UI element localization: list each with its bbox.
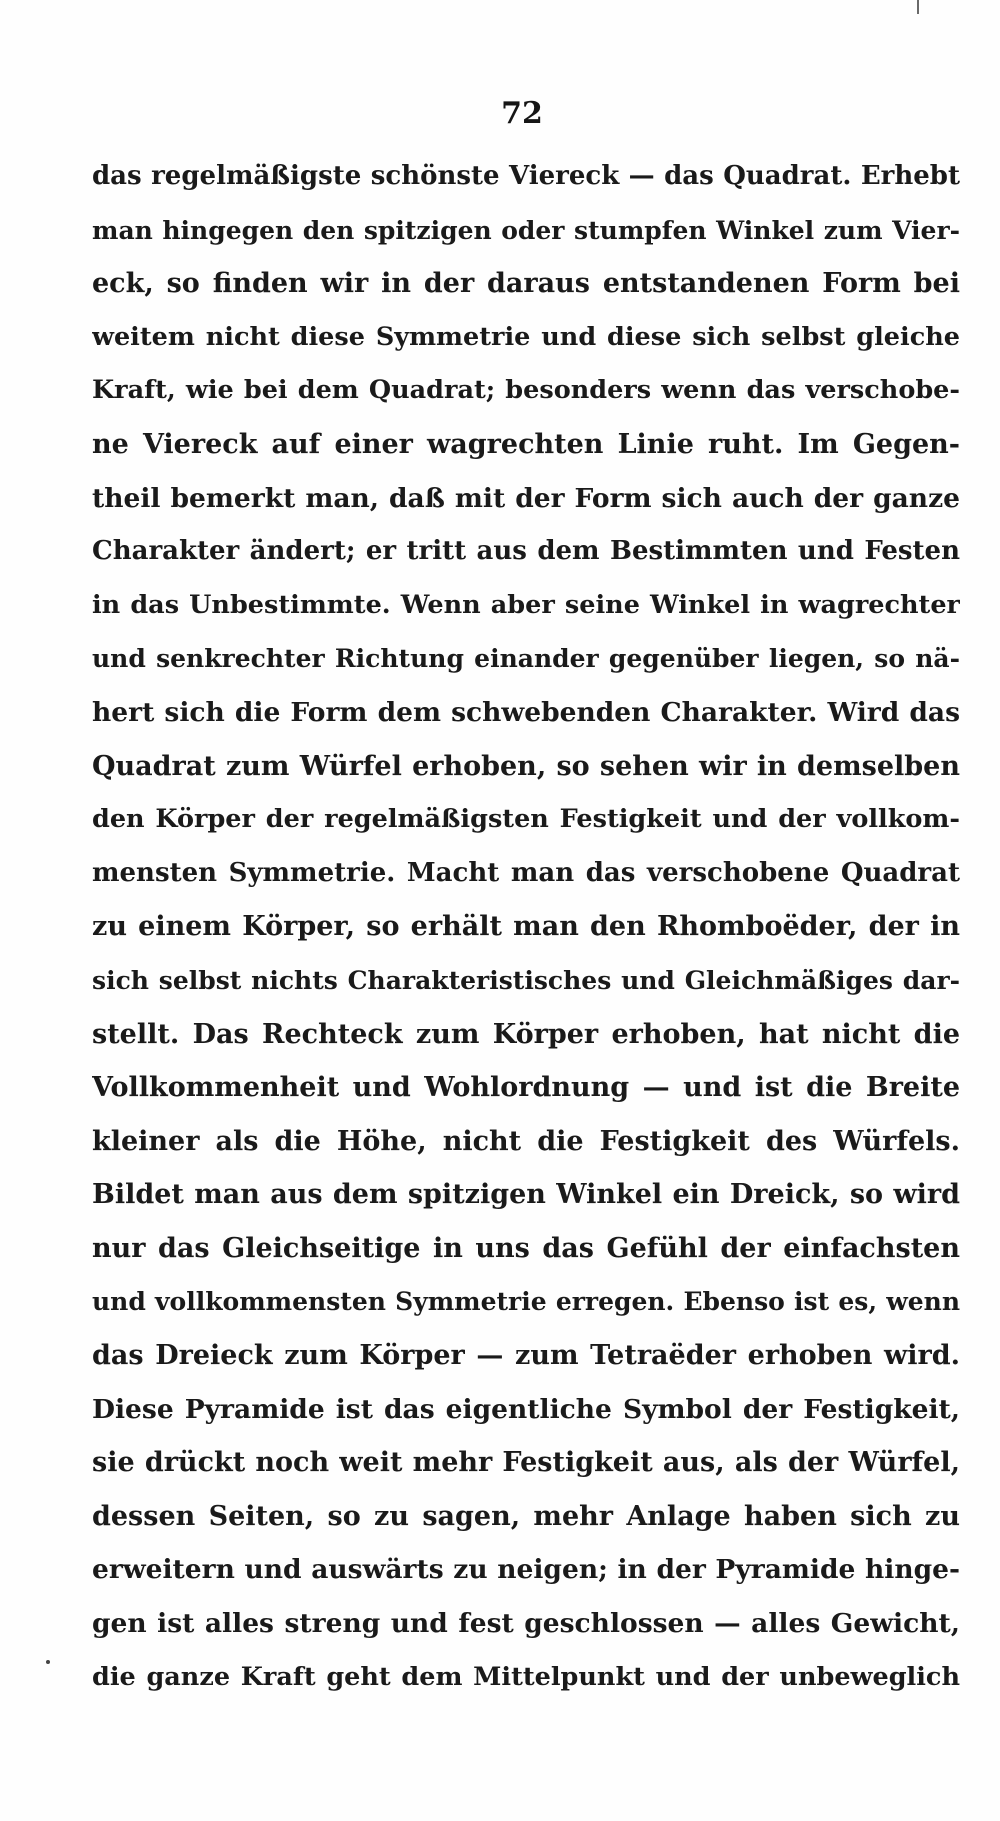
text-line: das Dreieck zum Körper — zum Tetraëder erhoben wird. [92,1340,960,1372]
text-line: hert sich die Form dem schwebenden Charakter. Wird das [92,696,960,728]
page-number: 72 [501,96,543,131]
text-line: theil bemerkt man, daß mit der Form sich auch der ganze [92,482,960,514]
text-line: dessen Seiten, so zu sagen, mehr Anlage haben sich zu [92,1500,960,1532]
text-line: stellt. Das Rechteck zum Körper erhoben, hat nicht die [92,1018,960,1050]
text-line: den Körper der regelmäßigsten Festigkeit und der vollkom- [92,804,960,835]
text-line: in das Unbestimmte. Wenn aber seine Winkel in wagrechter [92,589,960,620]
text-line: nur das Gleichseitige in uns das Gefühl der einfachsten [92,1232,960,1264]
text-line: Quadrat zum Würfel erhoben, so sehen wir in demselben [92,750,960,782]
text-line: Kraft, wie bei dem Quadrat; besonders wenn das verschobe- [92,375,960,406]
text-line: Charakter ändert; er tritt aus dem Bestimmten und Festen [92,536,960,567]
text-line: gen ist alles streng und fest geschlossen — alles Gewicht, [92,1608,960,1640]
text-line: Bildet man aus dem spitzigen Winkel ein Dreick, so wird [92,1179,960,1211]
text-line: weitem nicht diese Symmetrie und diese sich selbst gleiche [92,321,960,352]
scan-speck [46,1660,50,1664]
text-line: und vollkommensten Symmetrie erregen. Ebenso ist es, wenn [92,1287,960,1317]
text-line: man hingegen den spitzigen oder stumpfen Winkel zum Vier- [92,215,960,245]
text-line: sie drückt noch weit mehr Festigkeit aus, als der Würfel, [92,1447,960,1479]
text-line: eck, so finden wir in der daraus entstandenen Form bei [92,268,960,300]
text-line: erweitern und auswärts zu neigen; in der Pyramide hinge- [92,1554,960,1586]
body-text [92,150,960,1704]
text-line: die ganze Kraft geht dem Mittelpunkt und der unbeweglich [92,1661,960,1692]
text-line: Vollkommenheit und Wohlordnung — und ist die Breite [92,1072,960,1104]
scan-mark [917,0,919,14]
text-line: kleiner als die Höhe, nicht die Festigkeit des Würfels. [92,1125,960,1157]
text-line: das regelmäßigste schönste Viereck — das Quadrat. Erhebt [92,161,960,191]
text-line: zu einem Körper, so erhält man den Rhomboëder, der in [92,911,960,943]
text-line: ne Viereck auf einer wagrechten Linie ruht. Im Gegen- [92,428,960,460]
text-line: mensten Symmetrie. Macht man das verschobene Quadrat [92,857,960,888]
text-line: sich selbst nichts Charakteristisches und Gleichmäßiges dar- [92,965,960,995]
text-line: Diese Pyramide ist das eigentliche Symbol der Festigkeit, [92,1393,960,1425]
text-line: und senkrechter Richtung einander gegenüber liegen, so nä- [92,644,960,674]
